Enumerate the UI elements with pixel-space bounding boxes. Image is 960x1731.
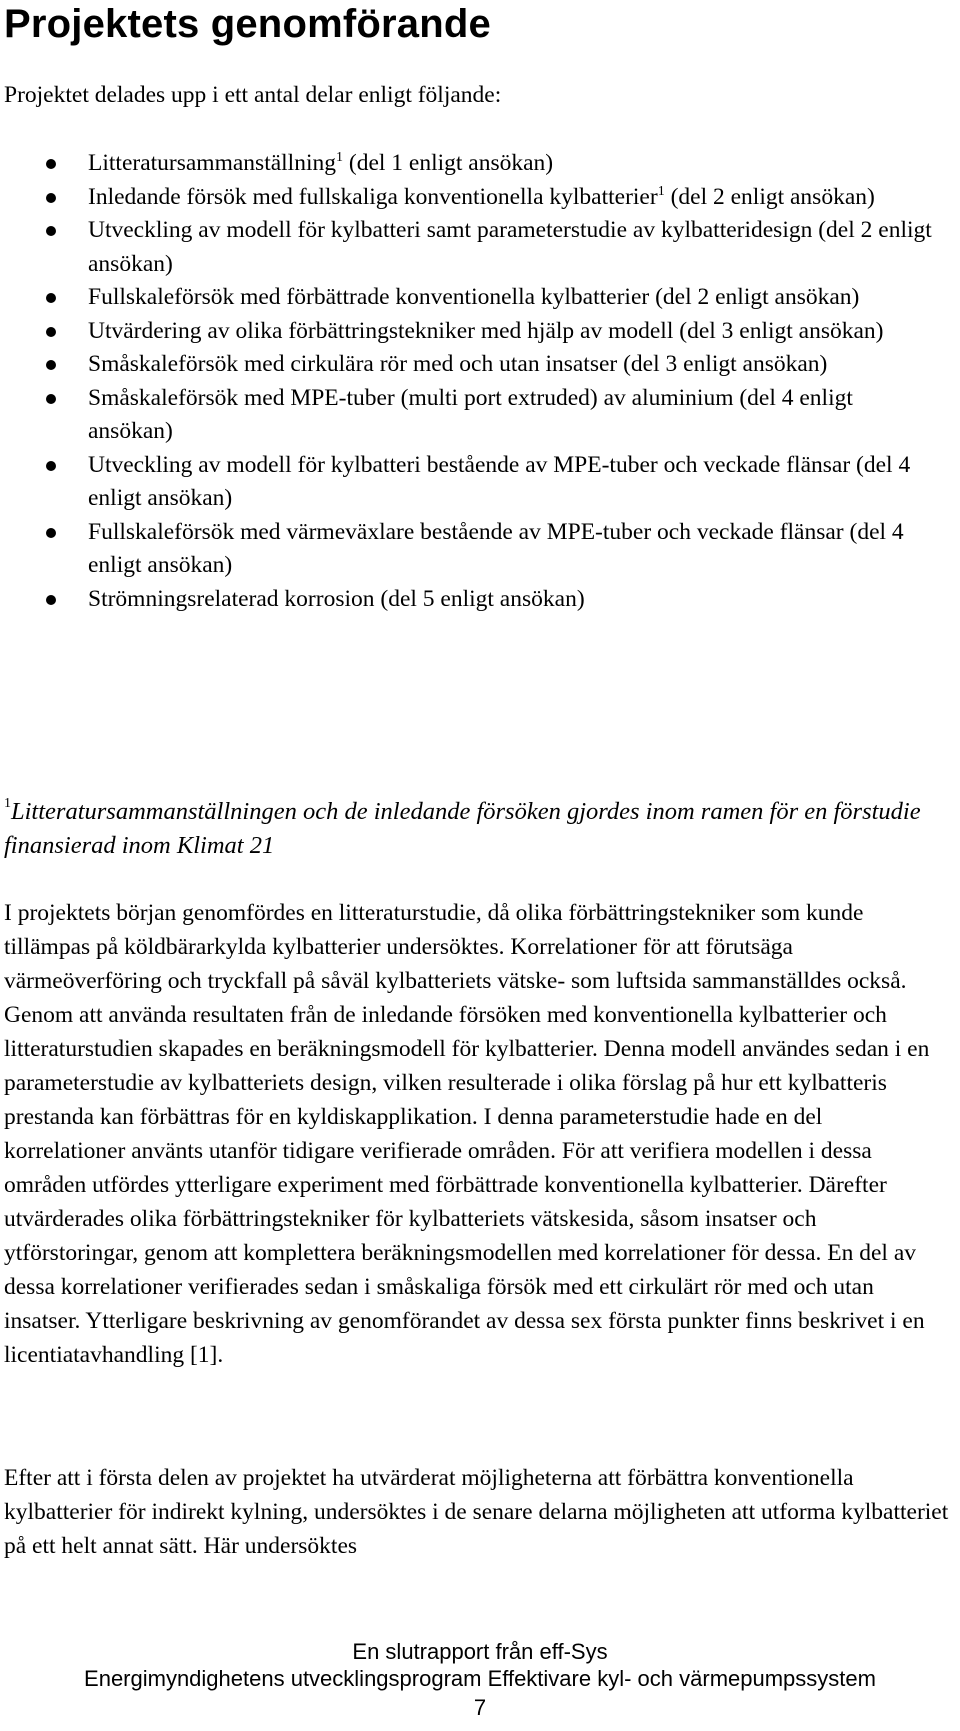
- bullet-icon: [46, 461, 56, 471]
- footnote-ref: 1: [657, 183, 665, 199]
- list-item: Fullskaleförsök med förbättrade konventionella kylbatterier (del 2 enligt ansökan): [0, 281, 960, 315]
- bullet-icon: [46, 193, 56, 203]
- bullet-icon: [46, 327, 56, 337]
- body-paragraph: Efter att i första delen av projektet ha utvärderat möjligheterna att förbättra konventionella kylbatterier för indirekt kylning, undersöktes i de senare delarna möjligheten att utforma kylbatteriet på ett helt annat sätt. Här undersöktes: [4, 1465, 949, 1559]
- list-item: Småskaleförsök med cirkulära rör med och utan insatser (del 3 enligt ansökan): [0, 348, 960, 382]
- bullet-icon: [46, 226, 56, 236]
- page-number: 7: [473, 1695, 487, 1720]
- bullet-icon: [46, 360, 56, 370]
- footer-report-title: En slutrapport från eff-Sys: [352, 1639, 608, 1664]
- footnote: [4, 795, 949, 863]
- list-item: Inledande försök med fullskaliga konventionella kylbatterier$^1$ (del 2 enligt ansökan): [0, 181, 960, 215]
- list-item: Utveckling av modell för kylbatteri samt parameterstudie av kylbatteridesign (del 2 enligt ansökan): [0, 214, 960, 281]
- footer-program-name: Energimyndighetens utvecklingsprogram Effektivare kyl- och värmepumpssystem: [84, 1666, 876, 1691]
- bullet-icon: [46, 528, 56, 538]
- bullet-icon: [46, 394, 56, 404]
- footnote-text: Litteratursammanställningen och de inledande försöken gjordes inom ramen för en förstudie finansierad inom Klimat 21: [4, 798, 921, 859]
- footnote-marker: 1: [4, 796, 11, 811]
- footnote-ref: 1: [336, 150, 343, 165]
- body-paragraph: I projektets början genomfördes en litteraturstudie, då olika förbättringstekniker som kunde tillämpas på köldbärarkylda kylbatterier undersöktes. Korrelationer för att förutsäga värmeöverföring och tryckfall på såväl kylbatteriets vätske- som luftsida sammanställdes också. Genom att använda resultaten från de inledande försöken med konventionella kylbatterier och litteraturstudien skapades en beräkningsmodell för kylbatterier. Denna modell användes sedan i en parameterstudie av kylbatteriets design, vilken resulterade i olika förslag på hur ett kylbatteris prestanda kan förbättras för en kyldiskapplikation. I denna parameterstudie hade en del korrelationer använts utanför tidigare verifierade områden. För att verifiera modellen i dessa områden utfördes ytterligare experiment med förbättrade konventionella kylbatterier. Därefter utvärderades olika förbättringstekniker för kylbatteriets vätskesida, såsom insatser och ytförstoringar, genom att komplettera beräkningsmodellen med korrelationer för dessa. En del av dessa korrelationer verifierades sedan i småskaliga försök med ett cirkulärt rör med och utan insatser. Ytterligare beskrivning av genomförandet av dessa sex första punkter finns beskrivet i en licentiatavhandling [1].: [4, 900, 930, 1368]
- list-item: Litteratursammanställning$^1$ (del 1 enligt ansökan): [0, 147, 960, 181]
- list-item: Utveckling av modell för kylbatteri bestående av MPE-tuber och veckade flänsar (del 4 enligt ansökan): [0, 449, 960, 516]
- list-item: Utvärdering av olika förbättringstekniker med hjälp av modell (del 3 enligt ansökan): [0, 315, 960, 349]
- bullet-icon: [46, 159, 56, 169]
- bullet-icon: [46, 595, 56, 605]
- intro-text: Projektet delades upp i ett antal delar enligt följande:: [4, 82, 502, 108]
- bullet-icon: [46, 293, 56, 303]
- project-parts-list: [0, 147, 960, 616]
- list-item: Småskaleförsök med MPE-tuber (multi port extruded) av aluminium (del 4 enligt ansökan): [0, 382, 960, 449]
- list-item: Fullskaleförsök med värmeväxlare bestående av MPE-tuber och veckade flänsar (del 4 enligt ansökan): [0, 516, 960, 583]
- page-title: Projektets genomförande: [4, 2, 491, 46]
- list-item: Strömningsrelaterad korrosion (del 5 enligt ansökan): [0, 583, 960, 617]
